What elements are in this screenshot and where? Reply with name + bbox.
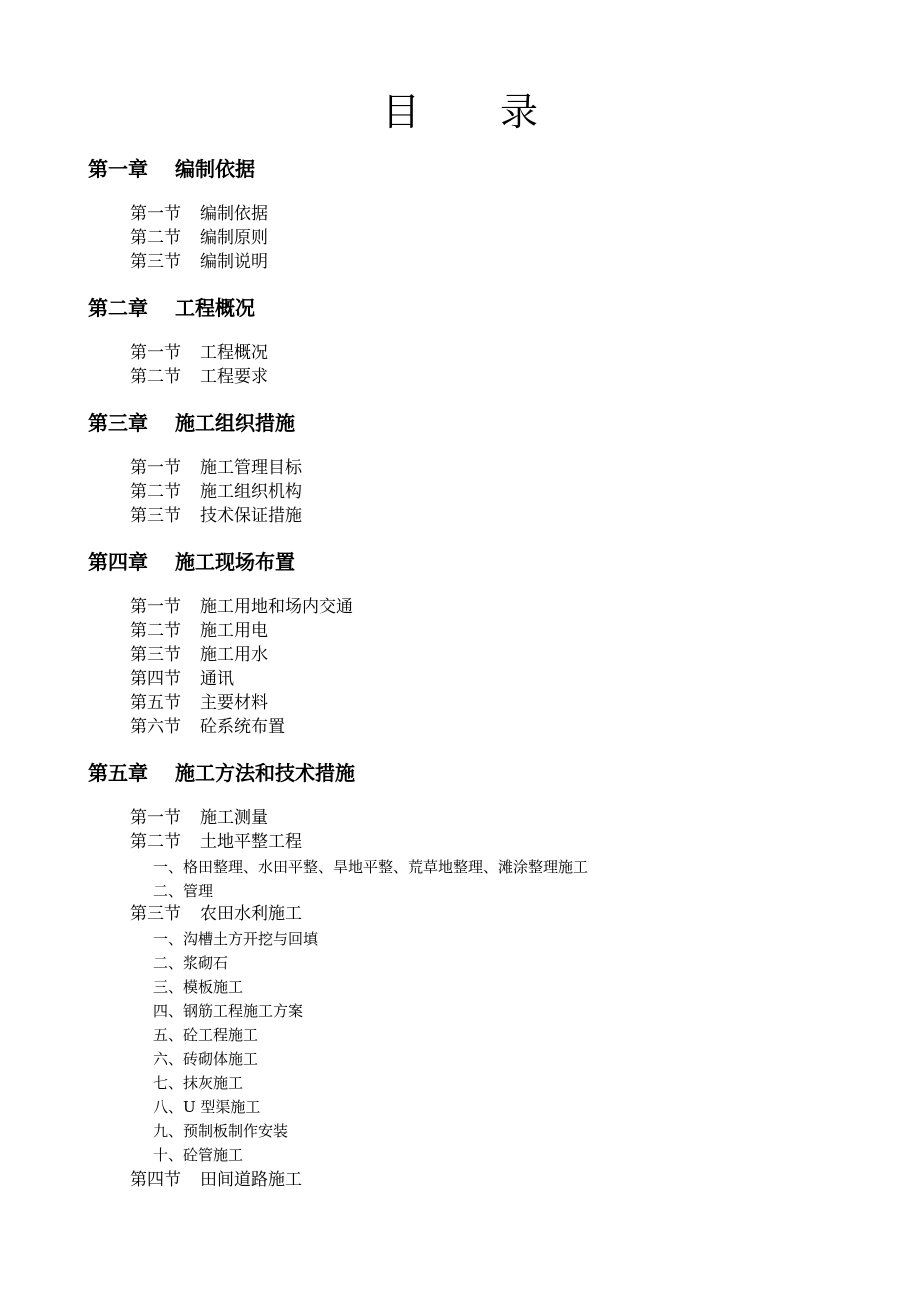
section-title: 砼系统布置 (200, 717, 285, 737)
section-title: 农田水利施工 (200, 904, 302, 924)
section-title: 施工用地和场内交通 (200, 597, 353, 617)
section-title: 施工测量 (200, 808, 268, 828)
toc-section[interactable] (130, 227, 268, 249)
toc-chapter-3[interactable] (88, 410, 295, 436)
section-title: 通讯 (200, 669, 234, 689)
section-label: 第三节 (130, 506, 181, 526)
section-title: 施工组织机构 (200, 482, 302, 502)
section-title: 施工用电 (200, 621, 268, 641)
toc-chapter-5[interactable] (88, 760, 355, 786)
section-label: 第一节 (130, 343, 181, 363)
section-title: 工程要求 (200, 367, 268, 387)
toc-item[interactable]: 三、模板施工 (153, 978, 244, 996)
toc-item[interactable]: 一、沟槽土方开挖与回填 (153, 930, 319, 948)
toc-item[interactable]: 十、砼管施工 (153, 1146, 244, 1164)
section-label: 第一节 (130, 204, 181, 224)
section-label: 第四节 (130, 669, 181, 689)
section-label: 第三节 (130, 904, 181, 924)
toc-item[interactable]: 二、浆砌石 (153, 954, 229, 972)
toc-section[interactable] (130, 668, 234, 690)
toc-chapter-1[interactable] (88, 156, 255, 182)
section-title: 主要材料 (200, 693, 268, 713)
toc-section[interactable] (130, 807, 268, 829)
page-title: 目 录 (381, 90, 573, 134)
section-title: 编制依据 (200, 204, 268, 224)
toc-item[interactable]: 四、钢筋工程施工方案 (153, 1002, 304, 1020)
section-title: 技术保证措施 (200, 506, 302, 526)
toc-section[interactable] (130, 366, 268, 388)
chapter-label: 第四章 (88, 550, 148, 574)
toc-item[interactable]: 九、预制板制作安装 (153, 1122, 289, 1140)
section-label: 第二节 (130, 367, 181, 387)
toc-section[interactable] (130, 903, 302, 925)
toc-item[interactable]: 一、格田整理、水田平整、旱地平整、荒草地整理、滩涂整理施工 (153, 858, 589, 876)
section-label: 第三节 (130, 252, 181, 272)
section-label: 第二节 (130, 621, 181, 641)
section-title: 编制原则 (200, 228, 268, 248)
section-title: 施工用水 (200, 645, 268, 665)
section-title: 编制说明 (200, 252, 268, 272)
section-label: 第二节 (130, 482, 181, 502)
section-title: 田间道路施工 (200, 1170, 302, 1190)
toc-section[interactable] (130, 620, 268, 642)
section-label: 第二节 (130, 832, 181, 852)
chapter-title: 施工现场布置 (175, 550, 295, 574)
chapter-title: 施工方法和技术措施 (175, 761, 355, 785)
section-label: 第六节 (130, 717, 181, 737)
toc-chapter-4[interactable] (88, 549, 295, 575)
toc-section[interactable] (130, 203, 268, 225)
section-label: 第一节 (130, 808, 181, 828)
toc-section[interactable] (130, 505, 302, 527)
toc-section[interactable] (130, 596, 353, 618)
chapter-label: 第一章 (88, 157, 148, 181)
section-title: 工程概况 (200, 343, 268, 363)
toc-section[interactable] (130, 644, 268, 666)
section-title: 施工管理目标 (200, 458, 302, 478)
toc-item[interactable]: 二、管理 (153, 882, 214, 900)
section-label: 第四节 (130, 1170, 181, 1190)
section-label: 第五节 (130, 693, 181, 713)
section-label: 第一节 (130, 597, 181, 617)
toc-section[interactable] (130, 1169, 302, 1191)
toc-section[interactable] (130, 692, 268, 714)
chapter-label: 第三章 (88, 411, 148, 435)
toc-item[interactable]: 八、U 型渠施工 (153, 1098, 261, 1116)
section-label: 第一节 (130, 458, 181, 478)
toc-section[interactable] (130, 831, 302, 853)
toc-section[interactable] (130, 457, 302, 479)
toc-item[interactable]: 六、砖砌体施工 (153, 1050, 259, 1068)
toc-section[interactable] (130, 342, 268, 364)
section-title: 土地平整工程 (200, 832, 302, 852)
toc-chapter-2[interactable] (88, 295, 255, 321)
section-label: 第二节 (130, 228, 181, 248)
chapter-label: 第二章 (88, 296, 148, 320)
toc-item[interactable]: 五、砼工程施工 (153, 1026, 259, 1044)
chapter-title: 工程概况 (175, 296, 255, 320)
section-label: 第三节 (130, 645, 181, 665)
toc-item[interactable]: 七、抹灰施工 (153, 1074, 244, 1092)
chapter-label: 第五章 (88, 761, 148, 785)
toc-section[interactable] (130, 716, 285, 738)
toc-section[interactable] (130, 481, 302, 503)
toc-section[interactable] (130, 251, 268, 273)
chapter-title: 施工组织措施 (175, 411, 295, 435)
chapter-title: 编制依据 (175, 157, 255, 181)
